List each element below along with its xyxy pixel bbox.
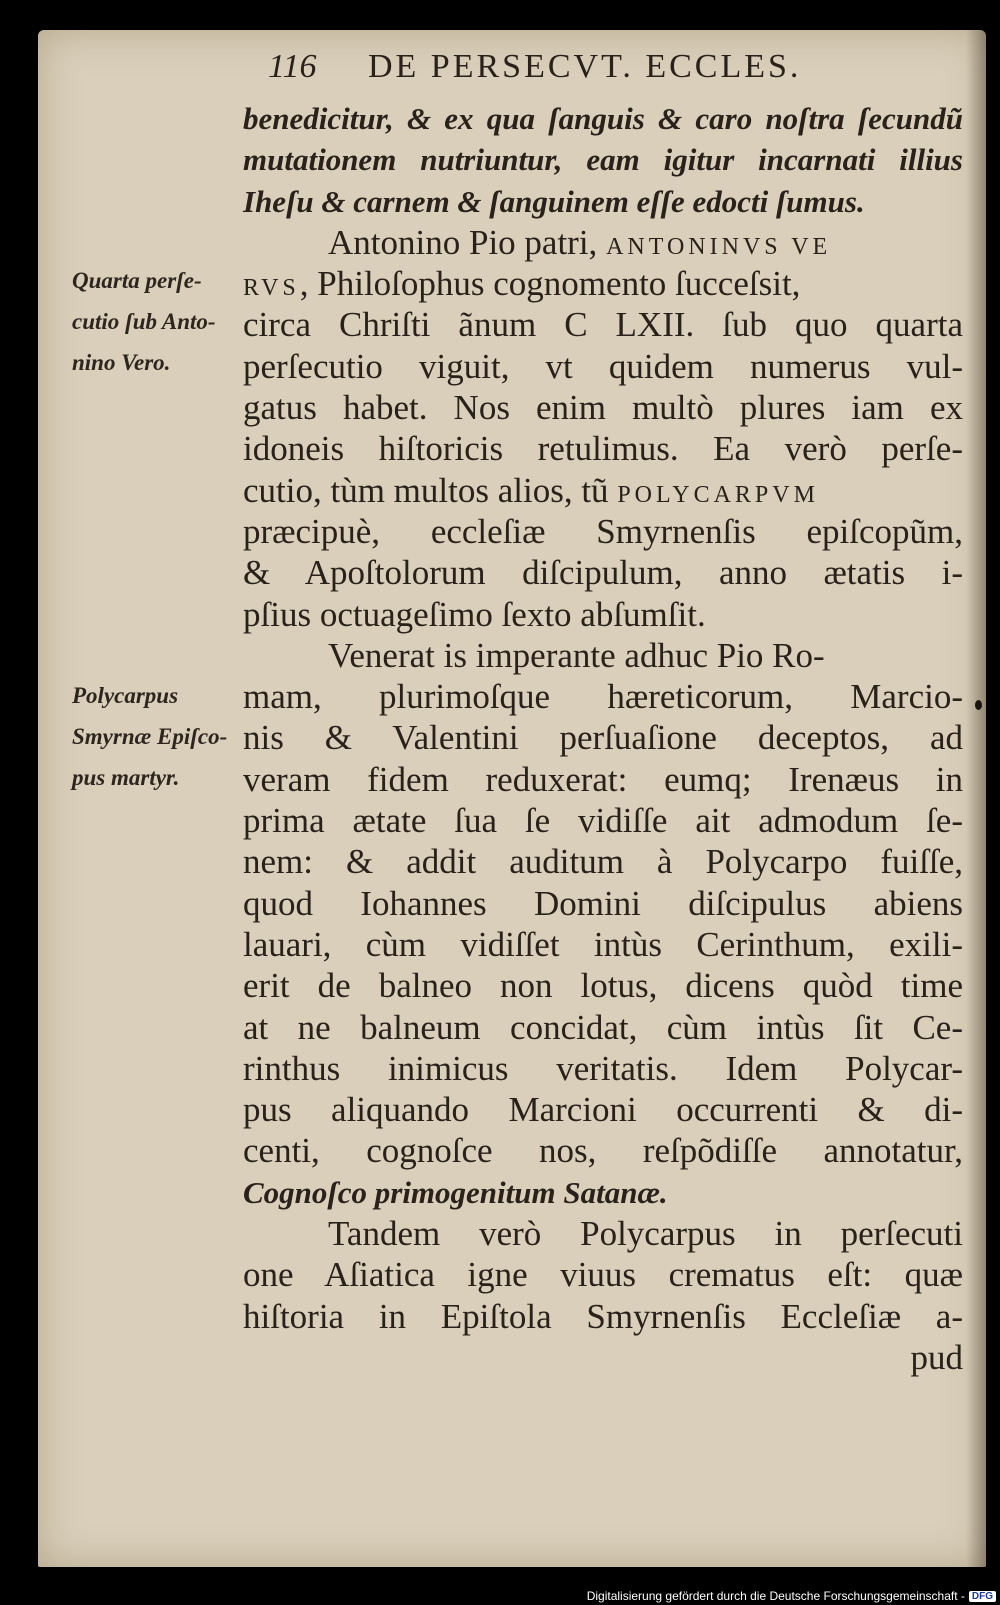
text-run: cutio, tùm multos alios, tũ [243,470,618,510]
text-line: erit de balneo non lotus, dicens quòd time [243,966,963,1006]
ink-spot [975,700,982,710]
footer-text: Digitalisierung gefördert durch die Deutsche Forschungsgemeinschaft - [586,1589,965,1603]
text-line: pſius octuageſimo ſexto abſumſit. [243,594,706,634]
text-line: gatus habet. Nos enim multò plures iam ex [243,388,963,428]
text-line: veram fidem reduxerat: eumq; Irenæus in [243,759,963,799]
text-line: one Aſiatica igne viuus crematus eſt: quæ [243,1255,963,1295]
text-line: nis & Valentini perſuaſione deceptos, ad [243,718,963,758]
text-run: Antonino Pio patri, [328,222,607,262]
text-line: & Apoſtolorum diſcipulum, anno ætatis i- [243,553,963,593]
margin-note-line: pus martyr. [72,765,180,790]
margin-note-line: Polycarpus [72,683,179,708]
text-line: idoneis hiſtoricis retulimus. Ea verò perſe- [243,429,963,469]
text-line: hiſtoria in Epiſtola Smyrnenſis Eccleſiæ a- [243,1296,963,1336]
page-gutter-shadow [966,30,986,1567]
text-line: Tandem verò Polycarpus in perſecuti [328,1214,963,1254]
body-text [243,98,963,1378]
text-line: centi, cognoſce nos, reſpõdiſſe annotatur, [243,1131,963,1171]
catchword: pud [910,1337,963,1377]
page-number: 116 [268,48,317,85]
text-line: rinthus inimicus veritatis. Idem Polycar- [243,1048,963,1088]
small-caps-name: POLYCARPVM [617,481,819,508]
margin-note-line: Smyrnæ Epiſco- [72,724,228,749]
text-line: nem: & addit auditum à Polycarpo fuiſſe, [243,842,963,882]
text-line [243,222,963,263]
text-line: prima ætate ſua ſe vidiſſe ait admodum ſe- [243,801,963,841]
small-caps-name: ANTONINVS VE [606,233,832,260]
text-line: benedicitur, & ex qua ſanguis & caro noſtra ſecundũ [243,101,963,136]
text-line: pus aliquando Marcioni occurrenti & di- [243,1090,963,1130]
text-line: mutationem nutriuntur, eam igitur incarnati illius [243,142,963,178]
text-line: Venerat is imperante adhuc Pio Ro- [328,635,825,675]
running-title: DE PERSECVT. ECCLES. [367,48,802,85]
digitization-footer [587,1589,996,1603]
text-line: circa Chriſti ãnum C LXII. ſub quo quarta [243,305,963,345]
margin-note-line: Quarta perſe- [72,268,202,293]
text-line: Iheſu & carnem & ſanguinem eſſe edocti ſumus. [243,183,865,219]
text-line: perſecutio viguit, vt quidem numerus vul- [243,346,963,386]
text-line [243,263,963,304]
text-line: quod Iohannes Domini diſcipulus abiens [243,883,963,923]
margin-note-line: nino Vero. [72,350,171,375]
margin-note-quarta-persecutio [72,260,242,383]
margin-note-line: cutio ſub Anto- [72,309,216,334]
text-line: lauari, cùm vidiſſet intùs Cerinthum, exili- [243,924,963,964]
book-page [38,30,986,1567]
text-line [243,470,963,511]
text-line: mam, plurimoſque hæreticorum, Marcio- [243,677,963,717]
text-line: præcipuè, eccleſiæ Smyrnenſis epiſcopũm, [243,511,963,551]
text-run: , Philoſophus cognomento ſucceſsit, [299,264,801,304]
running-head [268,48,968,86]
small-caps-name: RVS [243,275,300,302]
text-line: Cognoſco primogenitum Satanæ. [243,1174,668,1210]
margin-note-polycarpus [72,675,242,798]
text-line: at ne balneum concidat, cùm intùs ſit Ce- [243,1007,963,1047]
dfg-logo-icon: DFG [969,1591,996,1602]
